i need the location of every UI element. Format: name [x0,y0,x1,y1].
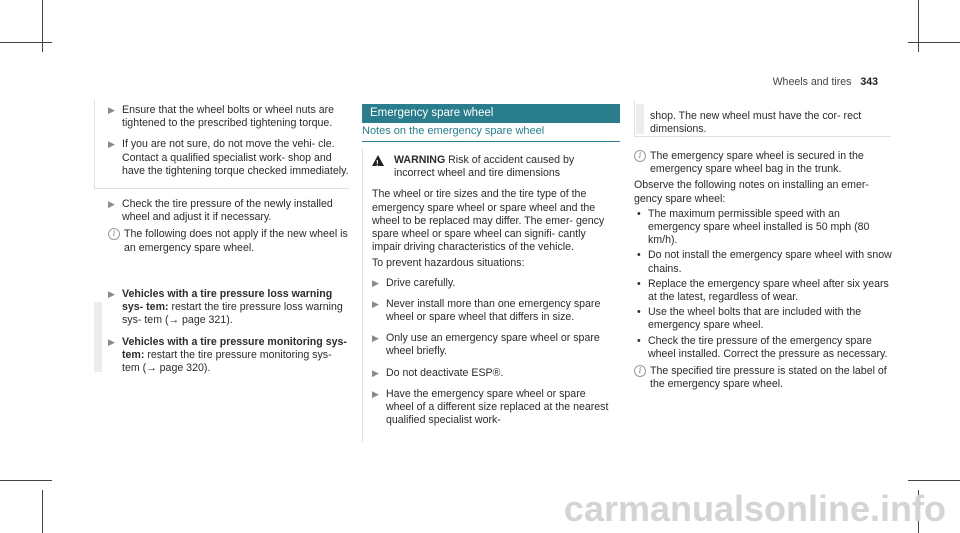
step-text: restart the tire pressure loss warning sys- tem (→ page 321). [122,301,343,327]
bullet-icon: • [637,249,641,262]
step-item [372,332,616,358]
arrow-right-icon: ▶ [108,139,115,150]
list-item [634,278,892,304]
arrow-right-icon: ▶ [372,388,379,399]
condition-label: Vehicles with a tire pressure loss warning sys- tem: [122,288,333,314]
note-text: The specified tire pressure is stated on the label of the emergency spare wheel. [650,365,887,391]
list-item-text: Do not install the emergency spare wheel with snow chains. [648,249,892,275]
note-item [634,150,892,176]
warning-header [372,154,616,180]
bullet-icon: • [637,334,641,347]
column-right-lower [634,150,892,391]
prevent-text: To prevent hazardous situations: [372,257,525,270]
step-text: Do not deactivate ESP®. [386,366,504,379]
step-item [108,336,352,376]
step-item [108,138,352,178]
step-item [372,367,616,380]
arrow-right-icon: ▶ [372,277,379,288]
arrow-right-icon: ▶ [108,289,115,299]
info-icon: i [108,228,120,240]
list-item-text: Replace the emergency spare wheel after six years at the latest, regardless of wear. [648,277,889,304]
step-text: Drive carefully. [386,276,456,289]
warning-body: The wheel or tire sizes and the tire type of the emergency spare wheel or spare wheel and the wheel to be replaced may differ. The emer- gency spare wheel or spare wheel can signifi- cantly impair driving characteristics of the vehicle. [372,188,605,254]
step-text: Never install more than one emergency spare wheel or spare wheel that differs in size. [386,297,601,324]
list-item-text: Use the wheel bolts that are included with the emergency spare wheel. [648,306,862,332]
column-left [108,104,352,255]
step-text: Ensure that the wheel bolts or wheel nuts are tightened to the prescribed tightening torque. [122,104,334,130]
step-text: Only use an emergency spare wheel or spare wheel briefly. [386,332,600,358]
arrow-right-icon: ▶ [372,298,379,309]
step-text: restart the tire pressure monitoring sys- tem (→ page 320). [122,348,332,375]
step-item [108,198,352,224]
arrow-right-icon: ▶ [108,336,115,347]
step-item [108,104,352,130]
warning-triangle-icon: ! [372,155,384,166]
note-item [634,365,892,391]
info-icon: i [634,150,646,162]
note-text: The following does not apply if the new wheel is an emergency spare wheel. [124,228,348,254]
section-title: Wheels and tires [772,76,852,88]
list-item-text: The maximum permissible speed with an emergency spare wheel installed is 50 mph (80 km/h). [648,207,870,247]
list-item [634,249,892,275]
continued-text: shop. The new wheel must have the cor- rect dimensions. [650,110,862,136]
step-item [372,388,616,428]
warning-content [372,154,616,427]
note-item [108,228,352,254]
arrow-right-icon: ▶ [108,105,115,115]
page-number: 343 [860,76,878,88]
bullet-icon: • [637,207,641,220]
note-text: The emergency spare wheel is secured in the emergency spare wheel bag in the trunk. [650,150,864,176]
section-banner: Emergency spare wheel [362,104,620,123]
step-item [372,298,616,324]
arrow-right-icon: ▶ [372,333,379,344]
step-item [108,288,352,328]
observe-text: Observe the following notes on installing an emer- gency spare wheel: [634,179,869,205]
section-bar [94,302,102,372]
list-item-text: Check the tire pressure of the emergency spare wheel installed. Correct the pressure as necessary. [648,334,888,360]
bullet-icon: • [637,306,641,319]
column-left-lower [108,288,352,375]
step-text: Check the tire pressure of the newly installed wheel and adjust it if necessary. [122,198,333,224]
bullet-icon: • [637,277,641,290]
column-right [650,110,888,136]
list-item [634,335,892,361]
subheading: Notes on the emergency spare wheel [362,125,620,142]
page-header [773,76,878,89]
arrow-right-icon: ▶ [372,367,379,378]
warning-text: Risk of accident caused by incorrect wheel and tire dimensions [394,154,575,180]
section-bar [636,104,644,134]
watermark: carmanualsonline.info [563,488,946,529]
info-icon: i [634,365,646,377]
warning-label: WARNING [394,154,446,166]
step-text: If you are not sure, do not move the vehi- cle. Contact a qualified specialist work- shop and have the tightening torque checked immediately. [122,138,349,177]
step-text: Have the emergency spare wheel or spare wheel of a different size replaced at the nearest qualified specialist work- [386,387,609,427]
arrow-right-icon: ▶ [108,199,115,210]
list-item [634,306,892,332]
step-item [372,277,616,290]
condition-label: Vehicles with a tire pressure monitoring sys- tem: [122,335,347,361]
list-item [634,208,892,248]
